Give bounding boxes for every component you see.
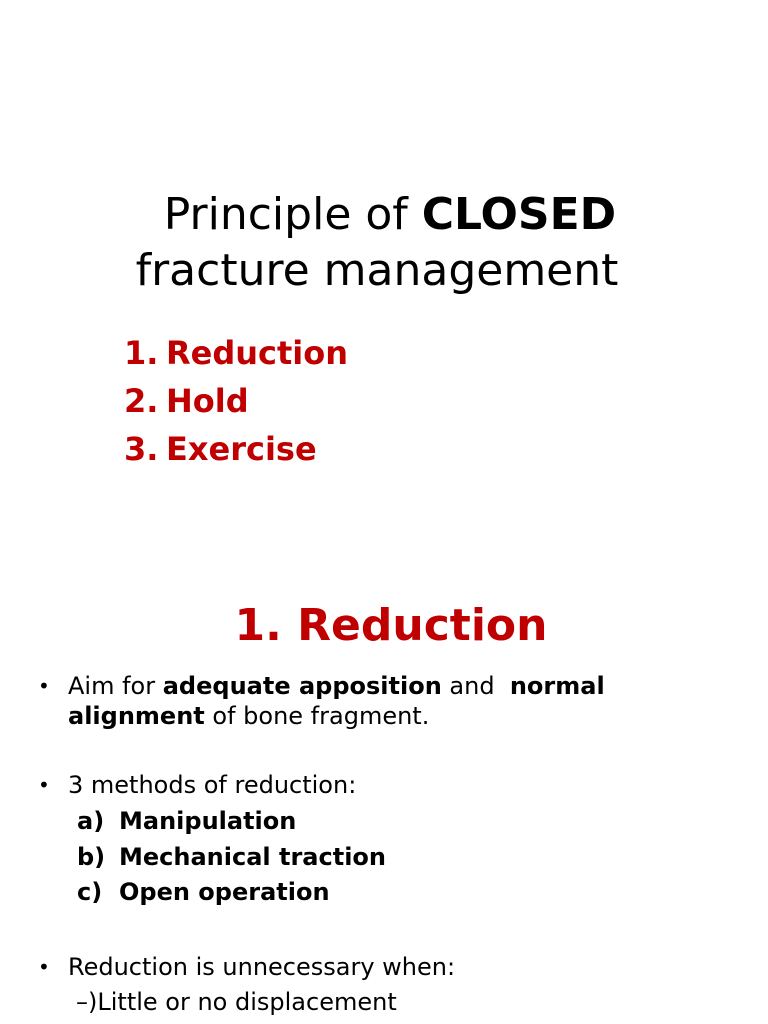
list-item bbox=[77, 805, 386, 841]
step-number: 1. bbox=[124, 334, 159, 372]
slide2-heading: 1. Reduction bbox=[234, 600, 548, 651]
title-emphasis: CLOSED bbox=[421, 189, 617, 240]
method-letter: c) bbox=[77, 878, 103, 906]
list-item bbox=[124, 331, 348, 379]
step-label: Reduction bbox=[166, 334, 349, 372]
bullet-emphasis: alignment bbox=[68, 702, 205, 730]
list-item bbox=[77, 841, 386, 877]
slide1-title-line2: fracture management bbox=[135, 245, 619, 296]
sub-bullet-item: –)Little or no displacement bbox=[76, 988, 397, 1016]
bullet-aim-line2 bbox=[68, 701, 429, 731]
step-number: 2. bbox=[124, 382, 159, 420]
principle-steps-list bbox=[124, 331, 348, 475]
list-item bbox=[124, 427, 348, 475]
bullet-aim-line1 bbox=[68, 671, 605, 701]
bullet-text: and bbox=[441, 672, 510, 700]
step-label: Hold bbox=[166, 382, 249, 420]
bullet-dot-icon: • bbox=[38, 674, 50, 698]
step-number: 3. bbox=[124, 430, 159, 468]
method-label: Manipulation bbox=[119, 807, 297, 835]
bullet-text: Reduction is unnecessary when: bbox=[68, 953, 456, 981]
bullet-dot-icon: • bbox=[38, 773, 50, 797]
reduction-methods-list bbox=[77, 805, 386, 912]
slide1-title-line1 bbox=[0, 187, 768, 243]
bullet-text: 3 methods of reduction: bbox=[68, 771, 357, 799]
method-label: Mechanical traction bbox=[119, 842, 386, 871]
bullet-text: Aim for bbox=[68, 672, 163, 700]
step-label: Exercise bbox=[166, 430, 317, 468]
bullet-emphasis: adequate apposition bbox=[162, 672, 442, 700]
list-item bbox=[124, 379, 348, 427]
method-letter: a) bbox=[77, 807, 105, 835]
list-item bbox=[77, 876, 386, 912]
bullet-emphasis: normal bbox=[509, 672, 605, 700]
title-prefix: Principle of bbox=[163, 189, 422, 240]
method-letter: b) bbox=[77, 842, 106, 871]
bullet-dot-icon: • bbox=[38, 955, 50, 979]
method-label: Open operation bbox=[119, 878, 330, 906]
bullet-text: of bone fragment. bbox=[204, 702, 430, 730]
